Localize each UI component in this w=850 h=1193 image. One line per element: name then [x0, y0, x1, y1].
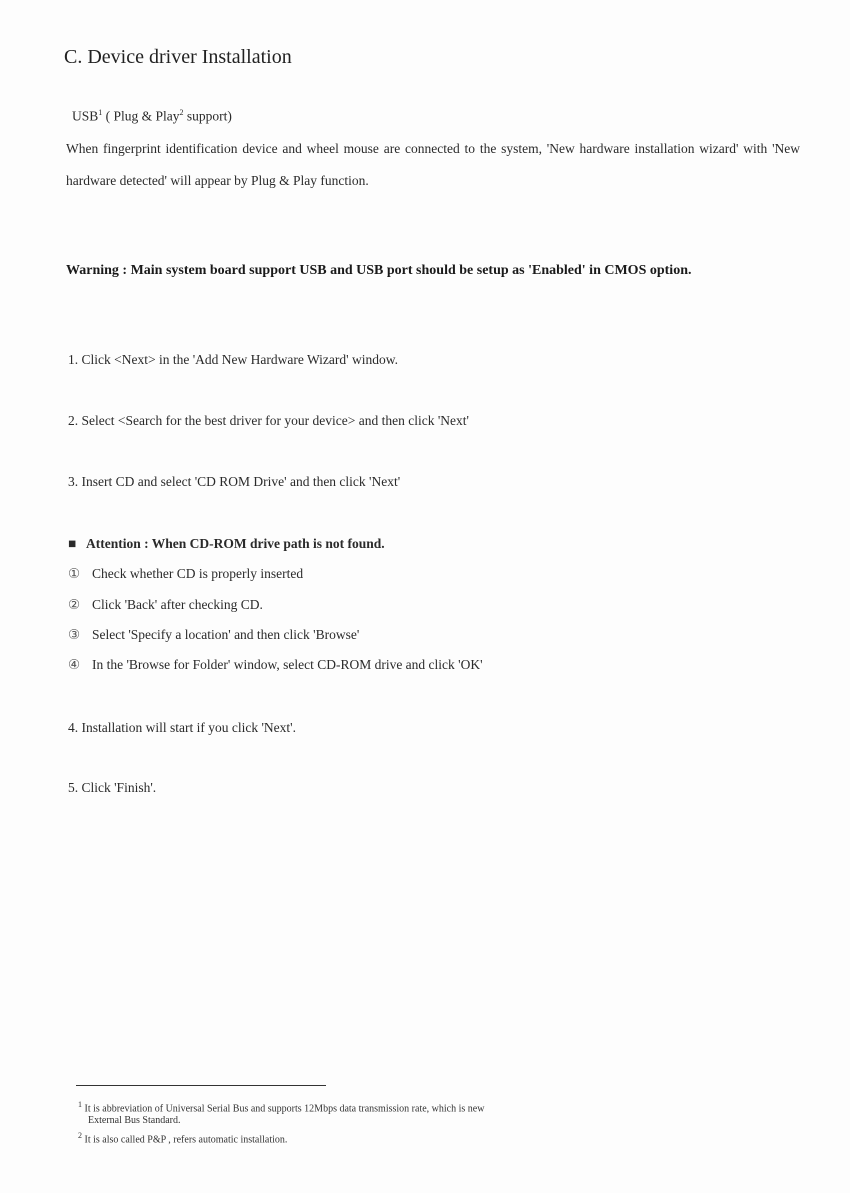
- footnote-mark: 1: [78, 1100, 82, 1109]
- warning-paragraph: Warning : Main system board support USB and USB port should be setup as 'Enabled' in CMOS option.: [66, 263, 692, 278]
- attention-item-1: [68, 566, 303, 582]
- footnote-1: [78, 1100, 484, 1114]
- bullet-icon: ■: [68, 536, 77, 551]
- footnote-text: It is also called P&P , refers automatic installation.: [84, 1134, 288, 1146]
- footnote-mark: 2: [78, 1131, 82, 1140]
- attention-item-text: In the 'Browse for Folder' window, select CD-ROM drive and click 'OK': [92, 657, 483, 672]
- attention-item-4: [68, 657, 483, 673]
- intro-paragraph: When fingerprint identification device and wheel mouse are connected to the system, 'New hardware installation wizard' with 'New hardware detected' will appear by Plug & Play function.: [66, 141, 800, 188]
- circled-number-3: ③: [68, 627, 81, 642]
- footnote-1-continued: [88, 1115, 180, 1126]
- footnote-ref-1: 1: [98, 108, 103, 117]
- step-3: 3. Insert CD and select 'CD ROM Drive' and then click 'Next': [68, 474, 401, 489]
- footnote-text: It is abbreviation of Universal Serial Bus and supports 12Mbps data transmission rate, which is new: [84, 1103, 485, 1115]
- subheading-suffix: support): [183, 108, 232, 124]
- attention-item-2: [68, 597, 263, 613]
- subheading-middle: ( Plug & Play: [102, 108, 180, 124]
- footnote-ref-2: 2: [179, 108, 184, 117]
- step-2: 2. Select <Search for the best driver for your device> and then click 'Next': [68, 413, 469, 428]
- attention-heading: [68, 536, 385, 552]
- attention-title: Attention : When CD-ROM drive path is not found.: [86, 536, 385, 551]
- section-heading: C. Device driver Installation: [64, 46, 292, 68]
- step-4: 4. Installation will start if you click 'Next'.: [68, 720, 296, 735]
- circled-number-4: ④: [68, 657, 81, 672]
- circled-number-1: ①: [68, 566, 81, 581]
- usb-subheading: [72, 108, 232, 125]
- attention-item-text: Click 'Back' after checking CD.: [92, 597, 263, 612]
- footnote-2: [78, 1131, 287, 1145]
- step-5: 5. Click 'Finish'.: [68, 780, 157, 795]
- footnote-divider: [76, 1085, 326, 1086]
- attention-item-3: [68, 627, 359, 643]
- step-1: 1. Click <Next> in the 'Add New Hardware Wizard' window.: [68, 352, 398, 367]
- footnote-text: External Bus Standard.: [88, 1115, 181, 1126]
- subheading-prefix: USB: [72, 108, 99, 124]
- attention-item-text: Check whether CD is properly inserted: [92, 566, 304, 581]
- circled-number-2: ②: [68, 597, 81, 612]
- attention-item-text: Select 'Specify a location' and then click 'Browse': [92, 627, 360, 642]
